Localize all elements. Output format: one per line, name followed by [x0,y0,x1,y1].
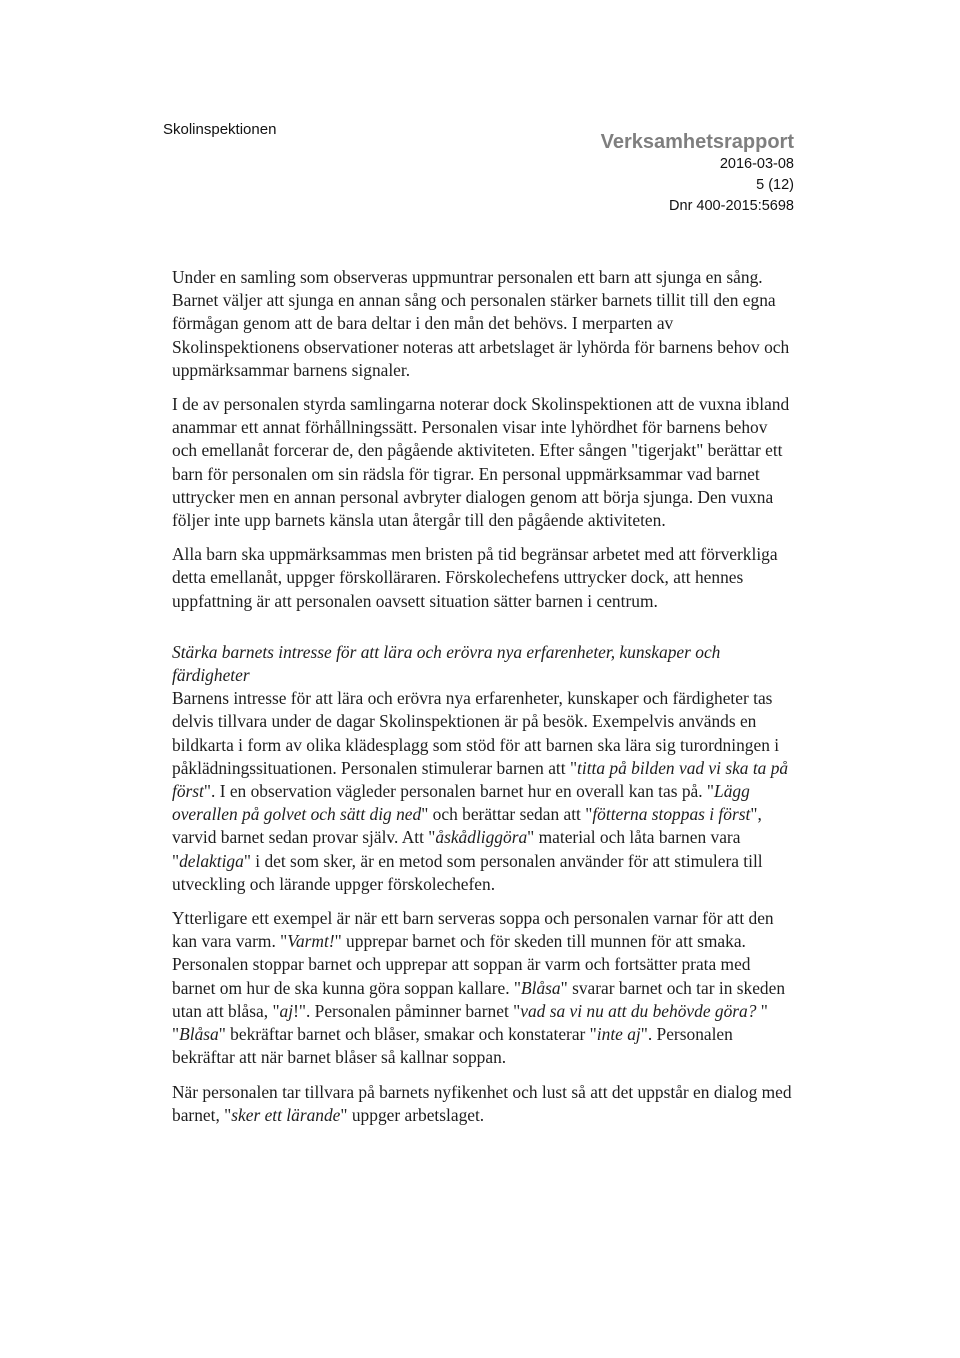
paragraph-1: Under en samling som observeras uppmuntrar personalen ett barn att sjunga en sång. Barnet väljer att sjunga en annan sång och personalen stärker barnets tillit till den egna förmågan genom att de bara deltar i den mån det behövs. I merparten av Skolinspektionens observationer noteras att arbetslaget är lyhörda för barnens behov och uppmärksammar barnens signaler. [172,267,790,380]
p4-quote-4: åskådliggöra [435,827,528,848]
p4-text-6: " i det som sker, är en metod som personalen använder för att stimulera till utveckling och lärande uppger förskolechefen. [172,850,763,894]
p5-text-2: " upprepar barnet och för skeden till munnen för att smaka. Personalen stoppar barnet och upprepar att soppan är varm och fortsätter prata med barnet om hur de ska kunna göra soppan kallare. " [172,931,751,998]
paragraph-3: Alla barn ska uppmärksammas men bristen på tid begränsar arbetet med att förverkliga detta emellanåt, uppger förskolläraren. Förskolechefens uttrycker dock, att hennes uppfattning är att personalen oavsett situation sätter barnen i centrum. [172,544,778,611]
diary-number: Dnr 400-2015:5698 [669,198,794,214]
p5-quote-4: vad sa vi nu att du behövde göra? [520,1000,757,1021]
p6-text-1: När personalen tar tillvara på barnets nyfikenhet och lust så att det uppstår en dialog med barnet, " [172,1081,792,1125]
p4-text-5: " material och låta barnen vara " [172,827,741,871]
organization-name: Skolinspektionen [163,121,277,138]
p5-quote-5: Blåsa [179,1024,219,1045]
paragraph-2: I de av personalen styrda samlingarna noterar dock Skolinspektionen att de vuxna ibland anammar ett annat förhållningssätt. Personalen visar inte lyhördhet för barnens behov och emellanåt forcerar de, den pågående aktiviteten. Efter sången "tigerjakt" berättar ett barn för personalen om sin rädsla för tigrar. En personal uppmärksammar vad barnet uttrycker men en annan personal avbryter dialogen genom att börja sjunga. Den vuxna följer inte upp barnets känsla utan återgår till den pågående aktiviteten. [172,394,790,531]
p4-quote-5: delaktiga [179,850,244,871]
p5-text-6: " bekräftar barnet och blåser, smakar och konstaterar " [218,1024,597,1045]
p4-text-1: Barnens intresse för att lära och erövra nya erfarenheter, kunskaper och färdigheter tas delvis tillvara under de dagar Skolinspektionen är på besök. Exempelvis används en bildkarta i form av olika klädesplagg som stöd för att barnen ska lära sig turordningen i påklädningssituationen. Personalen stimulerar barnen att " [172,688,780,778]
page-number: 5 (12) [756,177,794,193]
p5-text-4: !". Personalen påminner barnet " [293,1000,521,1021]
p4-text-3: " och berättar sedan att " [421,804,593,825]
report-title: Verksamhetsrapport [600,131,794,153]
p5-quote-1: Varmt! [287,931,335,952]
p5-text-3: " svarar barnet och tar in skeden utan att blåsa, " [172,977,786,1021]
section-heading: Stärka barnets intresse för att lära och erövra nya erfarenheter, kunskaper och färdigheter [172,641,721,686]
paragraph-5 [172,907,792,1069]
p4-quote-3: fötterna stoppas i först [592,804,751,825]
p4-text-2: ". I en observation vägleder personalen barnet hur en overall kan tas på. " [203,781,715,802]
p4-quote-2: Lägg overallen på golvet och sätt dig ned [172,781,750,825]
report-header [601,130,794,217]
p6-quote-1: sker ett lärande [231,1104,341,1125]
p5-text-1: Ytterligare ett exempel är när ett barn serveras soppa och personalen varnar för att den kan vara varm. " [172,908,774,952]
p5-text-7: ". Personalen bekräftar att när barnet blåser så kallnar soppan. [172,1024,733,1068]
p5-quote-3: aj [279,1000,294,1021]
report-date: 2016-03-08 [719,156,794,172]
paragraph-6 [172,1081,792,1127]
p4-text-4: ", varvid barnet sedan provar själv. Att " [172,804,762,848]
p5-quote-2: Blåsa [521,977,561,998]
p4-quote-1: titta på bilden vad vi ska ta på först [172,757,789,802]
p6-text-2: " uppger arbetslaget. [340,1104,485,1125]
report-body [172,266,792,1138]
p5-quote-6: inte aj [596,1024,641,1045]
p5-text-5: " " [172,1000,768,1045]
paragraph-4 [172,687,792,896]
